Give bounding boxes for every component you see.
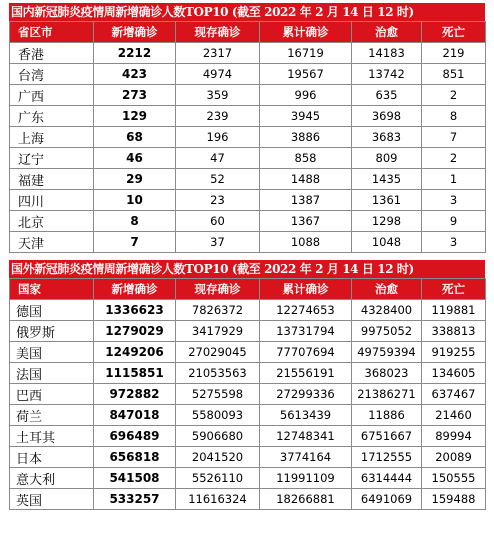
region-name-cell: 天津 [10,232,94,253]
deaths-cell: 338813 [422,321,486,342]
column-header: 累计确诊 [260,22,352,43]
deaths-cell: 3 [422,232,486,253]
current-confirmed-cell: 60 [176,211,260,232]
deaths-cell: 21460 [422,405,486,426]
current-confirmed-cell: 5906680 [176,426,260,447]
deaths-cell: 219 [422,43,486,64]
table-row [10,489,486,510]
new-confirmed-cell: 29 [94,169,176,190]
deaths-cell: 851 [422,64,486,85]
recovered-cell: 13742 [352,64,422,85]
foreign-body [10,300,486,510]
column-header: 死亡 [422,279,486,300]
table-row [10,405,486,426]
deaths-cell: 8 [422,106,486,127]
new-confirmed-cell: 8 [94,211,176,232]
recovered-cell: 1712555 [352,447,422,468]
total-confirmed-cell: 12274653 [260,300,352,321]
total-confirmed-cell: 5613439 [260,405,352,426]
deaths-cell: 2 [422,85,486,106]
table-row [10,384,486,405]
total-confirmed-cell: 3774164 [260,447,352,468]
current-confirmed-cell: 3417929 [176,321,260,342]
new-confirmed-cell: 273 [94,85,176,106]
table-row [10,106,486,127]
table-row [10,232,486,253]
recovered-cell: 4328400 [352,300,422,321]
new-confirmed-cell: 1115851 [94,363,176,384]
region-name-cell: 广西 [10,85,94,106]
deaths-cell: 20089 [422,447,486,468]
recovered-cell: 1048 [352,232,422,253]
new-confirmed-cell: 541508 [94,468,176,489]
table-row [10,300,486,321]
recovered-cell: 1298 [352,211,422,232]
foreign-section [9,260,485,510]
deaths-cell: 1 [422,169,486,190]
domestic-body [10,43,486,253]
new-confirmed-cell: 129 [94,106,176,127]
total-confirmed-cell: 996 [260,85,352,106]
total-confirmed-cell: 19567 [260,64,352,85]
table-row [10,127,486,148]
table-row [10,43,486,64]
new-confirmed-cell: 533257 [94,489,176,510]
region-name-cell: 上海 [10,127,94,148]
region-name-cell: 土耳其 [10,426,94,447]
current-confirmed-cell: 37 [176,232,260,253]
domestic-section [9,3,485,253]
deaths-cell: 89994 [422,426,486,447]
deaths-cell: 119881 [422,300,486,321]
total-confirmed-cell: 16719 [260,43,352,64]
total-confirmed-cell: 21556191 [260,363,352,384]
new-confirmed-cell: 1336623 [94,300,176,321]
new-confirmed-cell: 1249206 [94,342,176,363]
deaths-cell: 159488 [422,489,486,510]
table-row [10,342,486,363]
new-confirmed-cell: 423 [94,64,176,85]
table-row [10,321,486,342]
current-confirmed-cell: 27029045 [176,342,260,363]
foreign-table [9,278,486,510]
deaths-cell: 134605 [422,363,486,384]
current-confirmed-cell: 47 [176,148,260,169]
column-header: 现存确诊 [176,22,260,43]
current-confirmed-cell: 7826372 [176,300,260,321]
column-header: 国家 [10,279,94,300]
current-confirmed-cell: 2041520 [176,447,260,468]
column-header: 累计确诊 [260,279,352,300]
total-confirmed-cell: 3945 [260,106,352,127]
region-name-cell: 台湾 [10,64,94,85]
column-header: 治愈 [352,279,422,300]
total-confirmed-cell: 77707694 [260,342,352,363]
total-confirmed-cell: 3886 [260,127,352,148]
table-row [10,363,486,384]
table-row [10,426,486,447]
recovered-cell: 3698 [352,106,422,127]
page [9,3,485,517]
region-name-cell: 香港 [10,43,94,64]
recovered-cell: 368023 [352,363,422,384]
total-confirmed-cell: 1488 [260,169,352,190]
total-confirmed-cell: 1367 [260,211,352,232]
total-confirmed-cell: 13731794 [260,321,352,342]
column-header: 死亡 [422,22,486,43]
total-confirmed-cell: 18266881 [260,489,352,510]
total-confirmed-cell: 1088 [260,232,352,253]
total-confirmed-cell: 27299336 [260,384,352,405]
total-confirmed-cell: 11991109 [260,468,352,489]
new-confirmed-cell: 1279029 [94,321,176,342]
total-confirmed-cell: 1387 [260,190,352,211]
new-confirmed-cell: 68 [94,127,176,148]
column-header: 治愈 [352,22,422,43]
current-confirmed-cell: 359 [176,85,260,106]
recovered-cell: 14183 [352,43,422,64]
current-confirmed-cell: 52 [176,169,260,190]
recovered-cell: 3683 [352,127,422,148]
region-name-cell: 福建 [10,169,94,190]
region-name-cell: 法国 [10,363,94,384]
current-confirmed-cell: 5275598 [176,384,260,405]
column-header: 省区市 [10,22,94,43]
total-confirmed-cell: 12748341 [260,426,352,447]
deaths-cell: 150555 [422,468,486,489]
deaths-cell: 9 [422,211,486,232]
column-header: 现存确诊 [176,279,260,300]
region-name-cell: 美国 [10,342,94,363]
region-name-cell: 俄罗斯 [10,321,94,342]
region-name-cell: 英国 [10,489,94,510]
column-header: 新增确诊 [94,22,176,43]
domestic-header-row [10,22,486,43]
table-row [10,169,486,190]
table-row [10,190,486,211]
recovered-cell: 6751667 [352,426,422,447]
deaths-cell: 919255 [422,342,486,363]
new-confirmed-cell: 696489 [94,426,176,447]
recovered-cell: 49759394 [352,342,422,363]
new-confirmed-cell: 656818 [94,447,176,468]
region-name-cell: 辽宁 [10,148,94,169]
deaths-cell: 7 [422,127,486,148]
total-confirmed-cell: 858 [260,148,352,169]
region-name-cell: 荷兰 [10,405,94,426]
recovered-cell: 9975052 [352,321,422,342]
region-name-cell: 广东 [10,106,94,127]
recovered-cell: 21386271 [352,384,422,405]
region-name-cell: 四川 [10,190,94,211]
region-name-cell: 日本 [10,447,94,468]
region-name-cell: 意大利 [10,468,94,489]
domestic-table [9,21,486,253]
recovered-cell: 809 [352,148,422,169]
current-confirmed-cell: 21053563 [176,363,260,384]
new-confirmed-cell: 2212 [94,43,176,64]
region-name-cell: 德国 [10,300,94,321]
current-confirmed-cell: 239 [176,106,260,127]
new-confirmed-cell: 972882 [94,384,176,405]
table-row [10,85,486,106]
table-row [10,447,486,468]
new-confirmed-cell: 847018 [94,405,176,426]
current-confirmed-cell: 11616324 [176,489,260,510]
foreign-header-row [10,279,486,300]
table-row [10,468,486,489]
current-confirmed-cell: 23 [176,190,260,211]
recovered-cell: 1361 [352,190,422,211]
deaths-cell: 2 [422,148,486,169]
current-confirmed-cell: 4974 [176,64,260,85]
recovered-cell: 11886 [352,405,422,426]
table-row [10,211,486,232]
foreign-title: 国外新冠肺炎疫情周新增确诊人数TOP10 (截至 2022 年 2 月 14 日 12 时) [9,260,485,278]
recovered-cell: 1435 [352,169,422,190]
region-name-cell: 北京 [10,211,94,232]
current-confirmed-cell: 5526110 [176,468,260,489]
recovered-cell: 6314444 [352,468,422,489]
domestic-title: 国内新冠肺炎疫情周新增确诊人数TOP10 (截至 2022 年 2 月 14 日 12 时) [9,3,485,21]
deaths-cell: 3 [422,190,486,211]
new-confirmed-cell: 46 [94,148,176,169]
table-row [10,148,486,169]
recovered-cell: 635 [352,85,422,106]
current-confirmed-cell: 196 [176,127,260,148]
new-confirmed-cell: 10 [94,190,176,211]
current-confirmed-cell: 2317 [176,43,260,64]
deaths-cell: 637467 [422,384,486,405]
table-row [10,64,486,85]
region-name-cell: 巴西 [10,384,94,405]
new-confirmed-cell: 7 [94,232,176,253]
column-header: 新增确诊 [94,279,176,300]
recovered-cell: 6491069 [352,489,422,510]
current-confirmed-cell: 5580093 [176,405,260,426]
